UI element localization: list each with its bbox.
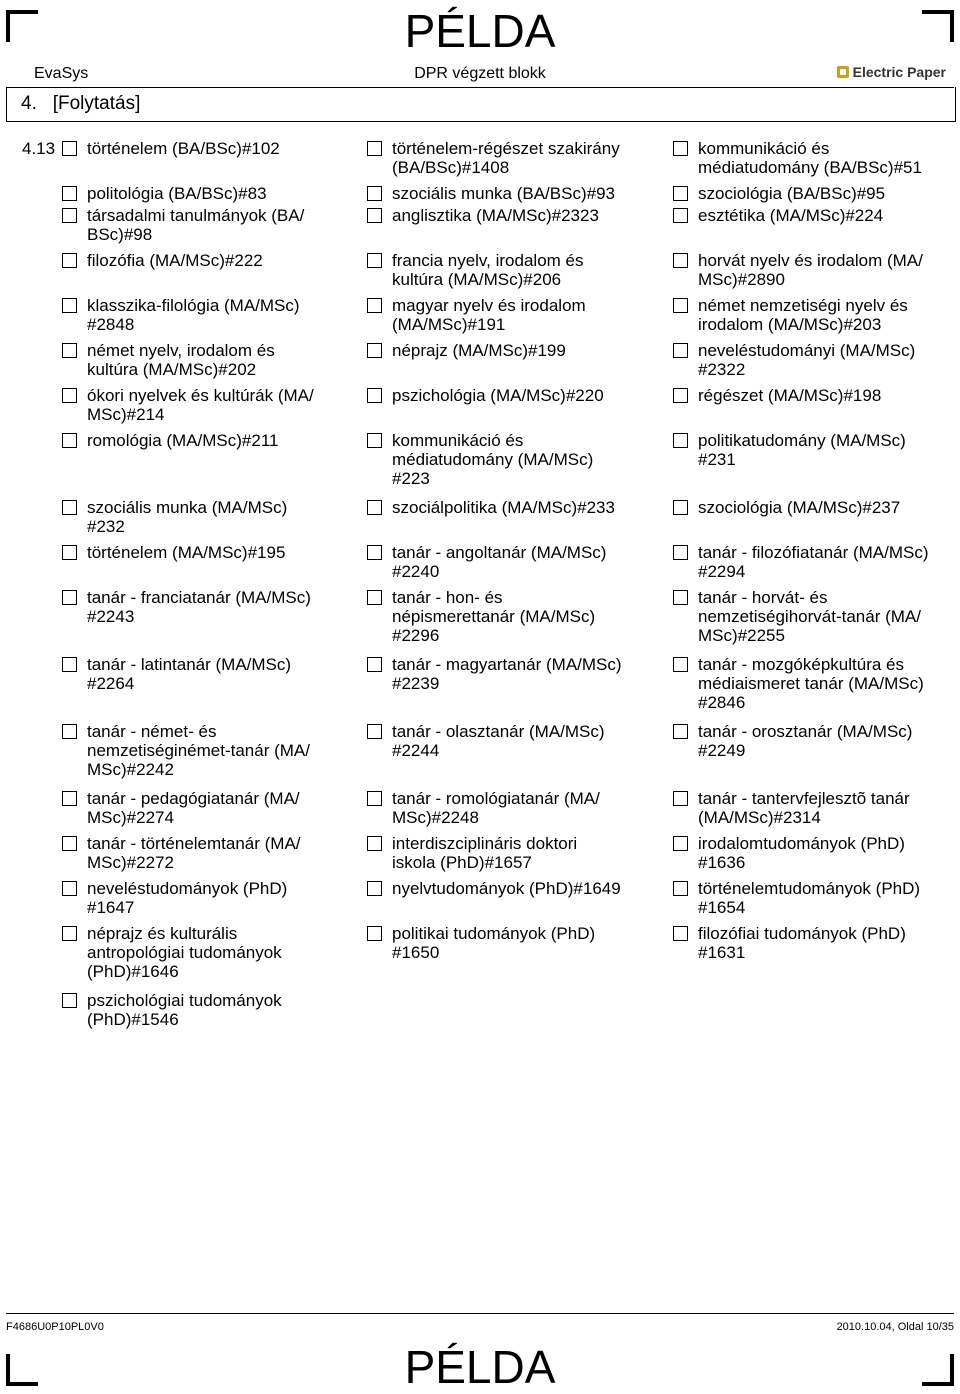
checkbox-label: anglisztika (MA/MSc)#2323	[392, 206, 599, 225]
checkbox[interactable]	[673, 926, 688, 941]
checkbox[interactable]	[367, 433, 382, 448]
section-title	[21, 93, 140, 115]
checkbox-label: német nemzetiségi nyelv és irodalom (MA/MSc)#203	[698, 296, 908, 334]
checkbox[interactable]	[62, 590, 77, 605]
checkbox[interactable]	[367, 141, 382, 156]
checkbox[interactable]	[673, 590, 688, 605]
checkbox[interactable]	[62, 545, 77, 560]
checkbox-label: klasszika-filológia (MA/MSc) #2848	[87, 296, 300, 334]
checkbox[interactable]	[62, 253, 77, 268]
footer-form-id: F4686U0P10PL0V0	[6, 1321, 104, 1333]
checkbox-label: politológia (BA/BSc)#83	[87, 184, 267, 203]
checkbox[interactable]	[367, 590, 382, 605]
checkbox[interactable]	[62, 724, 77, 739]
checkbox[interactable]	[62, 433, 77, 448]
checkbox[interactable]	[673, 657, 688, 672]
checkbox[interactable]	[62, 141, 77, 156]
checkbox-label: tanár - latintanár (MA/MSc) #2264	[87, 655, 292, 693]
checkbox[interactable]	[367, 500, 382, 515]
checkbox-label: ókori nyelvek és kultúrák (MA/ MSc)#214	[87, 386, 314, 424]
checkbox[interactable]	[673, 388, 688, 403]
checkbox[interactable]	[367, 657, 382, 672]
page-header	[6, 63, 954, 88]
checkbox[interactable]	[367, 791, 382, 806]
checkbox[interactable]	[62, 881, 77, 896]
checkbox-label: tanár - angoltanár (MA/MSc) #2240	[392, 543, 607, 581]
checkbox-label: neveléstudományok (PhD) #1647	[87, 879, 288, 917]
electric-paper-logo	[837, 64, 946, 80]
checkbox-label: kommunikáció és médiatudomány (BA/BSc)#51	[698, 139, 922, 177]
header-center-text: DPR végzett blokk	[414, 65, 546, 82]
checkbox[interactable]	[62, 500, 77, 515]
checkbox[interactable]	[367, 545, 382, 560]
checkbox-label: kommunikáció és médiatudomány (MA/MSc) #223	[392, 431, 594, 488]
checkbox[interactable]	[62, 298, 77, 313]
header-left-text: EvaSys	[34, 65, 89, 82]
checkbox-label: politikatudomány (MA/MSc) #231	[698, 431, 906, 469]
checkbox-label: horvát nyelv és irodalom (MA/ MSc)#2890	[698, 251, 923, 289]
checkbox[interactable]	[367, 724, 382, 739]
checkbox[interactable]	[367, 298, 382, 313]
checkbox-label: tanár - orosztanár (MA/MSc) #2249	[698, 722, 913, 760]
checkbox-label: szociális munka (MA/MSc) #232	[87, 498, 288, 536]
checkbox-label: nyelvtudományok (PhD)#1649	[392, 879, 621, 898]
checkbox-label: filozófiai tudományok (PhD) #1631	[698, 924, 906, 962]
checkbox-label: tanár - franciatanár (MA/MSc) #2243	[87, 588, 311, 626]
checkbox[interactable]	[62, 186, 77, 201]
checkbox-label: néprajz és kulturális antropológiai tudományok (PhD)#1646	[87, 924, 282, 981]
section-number: 4.	[21, 93, 37, 114]
logo-text: Electric Paper	[852, 64, 946, 80]
watermark-top: PÉLDA	[404, 5, 556, 57]
checkbox[interactable]	[62, 791, 77, 806]
checkbox[interactable]	[673, 343, 688, 358]
page-footer	[6, 1313, 954, 1334]
footer-page-info: 2010.10.04, Oldal 10/35	[836, 1321, 954, 1333]
checkbox-label: történelem (MA/MSc)#195	[87, 543, 286, 562]
checkbox-label: néprajz (MA/MSc)#199	[392, 341, 566, 360]
checkbox[interactable]	[367, 836, 382, 851]
checkbox-label: tanár - történelemtanár (MA/ MSc)#2272	[87, 834, 301, 872]
checkbox-label: neveléstudományi (MA/MSc) #2322	[698, 341, 916, 379]
checkbox-label: társadalmi tanulmányok (BA/ BSc)#98	[87, 206, 305, 244]
checkbox-label: interdiszciplináris doktori iskola (PhD)#1657	[392, 834, 578, 872]
checkbox[interactable]	[673, 141, 688, 156]
checkbox-label: esztétika (MA/MSc)#224	[698, 206, 884, 225]
checkbox-label: tanár - romológiatanár (MA/ MSc)#2248	[392, 789, 600, 827]
checkbox-label: szociálpolitika (MA/MSc)#233	[392, 498, 615, 517]
section-header	[6, 87, 956, 122]
checkbox[interactable]	[673, 881, 688, 896]
checkbox[interactable]	[62, 926, 77, 941]
checkbox-label: romológia (MA/MSc)#211	[87, 431, 279, 450]
checkbox[interactable]	[367, 388, 382, 403]
checkbox[interactable]	[673, 545, 688, 560]
checkbox[interactable]	[62, 343, 77, 358]
checkbox-label: tanár - horvát- és nemzetiségihorvát-tanár (MA/ MSc)#2255	[698, 588, 921, 645]
checkbox[interactable]	[367, 208, 382, 223]
checkbox[interactable]	[367, 186, 382, 201]
checkbox-label: filozófia (MA/MSc)#222	[87, 251, 263, 270]
checkbox[interactable]	[673, 836, 688, 851]
checkbox[interactable]	[673, 500, 688, 515]
checkbox[interactable]	[62, 657, 77, 672]
checkbox[interactable]	[673, 724, 688, 739]
checkbox-label: tanár - pedagógiatanár (MA/ MSc)#2274	[87, 789, 300, 827]
checkbox-label: tanár - német- és nemzetiséginémet-tanár (MA/ MSc)#2242	[87, 722, 310, 779]
checkbox[interactable]	[673, 433, 688, 448]
checkbox[interactable]	[62, 388, 77, 403]
checkbox[interactable]	[367, 253, 382, 268]
checkbox-label: tanár - filozófiatanár (MA/MSc) #2294	[698, 543, 929, 581]
checkbox-label: tanár - tantervfejlesztõ tanár (MA/MSc)#2314	[698, 789, 910, 827]
checkbox-label: történelem-régészet szakirány (BA/BSc)#1408	[392, 139, 620, 177]
checkbox-label: francia nyelv, irodalom és kultúra (MA/MSc)#206	[392, 251, 584, 289]
checkbox-label: német nyelv, irodalom és kultúra (MA/MSc)#202	[87, 341, 275, 379]
watermark-bottom: PÉLDA	[404, 1341, 556, 1393]
checkbox-label: pszichológia (MA/MSc)#220	[392, 386, 604, 405]
checkbox-label: irodalomtudományok (PhD) #1636	[698, 834, 905, 872]
checkbox-label: szociológia (BA/BSc)#95	[698, 184, 886, 203]
checkbox[interactable]	[673, 208, 688, 223]
checkbox-label: tanár - hon- és népismerettanár (MA/MSc) #2296	[392, 588, 596, 645]
checkbox[interactable]	[673, 791, 688, 806]
checkbox-label: szociológia (MA/MSc)#237	[698, 498, 901, 517]
checkbox[interactable]	[673, 253, 688, 268]
checkbox-label: tanár - magyartanár (MA/MSc) #2239	[392, 655, 622, 693]
checkbox[interactable]	[673, 298, 688, 313]
checkbox[interactable]	[367, 881, 382, 896]
checkbox[interactable]	[367, 926, 382, 941]
checkbox-label: politikai tudományok (PhD) #1650	[392, 924, 596, 962]
checkbox[interactable]	[62, 208, 77, 223]
section-title-text: [Folytatás]	[52, 93, 141, 114]
checkbox[interactable]	[62, 993, 77, 1008]
checkbox-label: tanár - mozgóképkultúra és médiaismeret tanár (MA/MSc) #2846	[698, 655, 924, 712]
checkbox-label: magyar nyelv és irodalom (MA/MSc)#191	[392, 296, 586, 334]
checkbox-label: történelem (BA/BSc)#102	[87, 139, 280, 158]
question-number: 4.13	[22, 139, 56, 158]
checkbox[interactable]	[367, 343, 382, 358]
checkbox[interactable]	[62, 836, 77, 851]
checkbox-label: régészet (MA/MSc)#198	[698, 386, 882, 405]
logo-icon	[837, 66, 849, 78]
checkbox-label: szociális munka (BA/BSc)#93	[392, 184, 615, 203]
checkbox-label: tanár - olasztanár (MA/MSc) #2244	[392, 722, 605, 760]
checkbox[interactable]	[673, 186, 688, 201]
checkbox-label: pszichológiai tudományok (PhD)#1546	[87, 991, 282, 1029]
checkbox-label: történelemtudományok (PhD) #1654	[698, 879, 921, 917]
